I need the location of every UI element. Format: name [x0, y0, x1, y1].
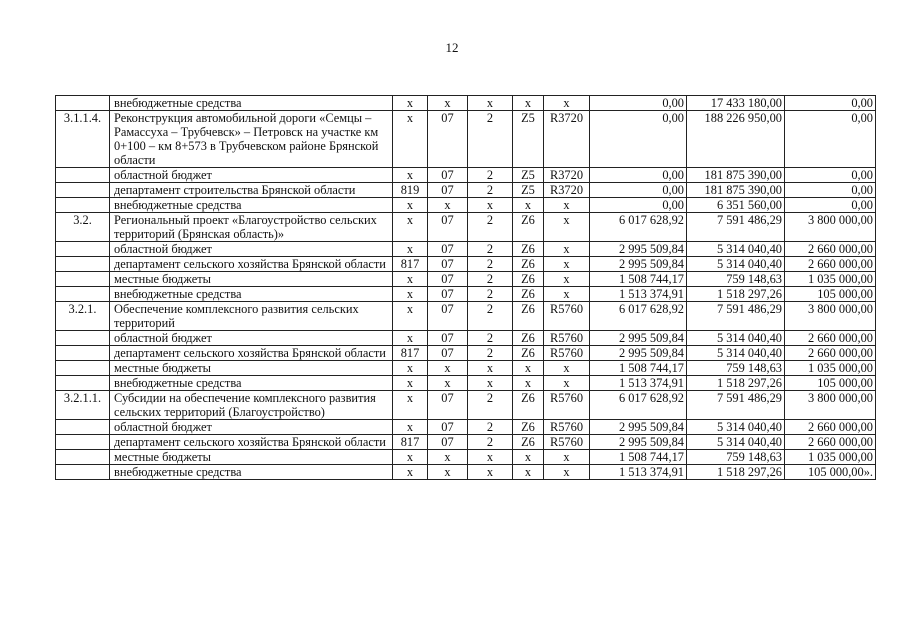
amount-year1-cell: 1 508 744,17	[590, 361, 687, 376]
amount-year3-cell: 0,00	[785, 168, 876, 183]
amount-year1-cell: 0,00	[590, 183, 687, 198]
project-code-cell: Z6	[513, 331, 544, 346]
amount-year1-cell: 6 017 628,92	[590, 302, 687, 331]
name-cell: внебюджетные средства	[110, 465, 393, 480]
project-code-cell: x	[513, 361, 544, 376]
code-cell	[56, 287, 110, 302]
amount-year2-cell: 7 591 486,29	[687, 391, 785, 420]
amount-year1-cell: 1 508 744,17	[590, 450, 687, 465]
project-code-cell: Z6	[513, 213, 544, 242]
table-row	[56, 111, 876, 168]
amount-year2-cell: 5 314 040,40	[687, 435, 785, 450]
program-code-cell: 2	[468, 168, 513, 183]
ministry-code-cell: x	[393, 331, 428, 346]
ministry-code-cell: x	[393, 302, 428, 331]
direction-code-cell: x	[544, 272, 590, 287]
amount-year2-cell: 759 148,63	[687, 450, 785, 465]
amount-year1-cell: 2 995 509,84	[590, 420, 687, 435]
direction-code-cell: x	[544, 361, 590, 376]
amount-year1-cell: 6 017 628,92	[590, 391, 687, 420]
section-code-cell: 07	[428, 302, 468, 331]
project-code-cell: Z6	[513, 272, 544, 287]
table-row	[56, 168, 876, 183]
direction-code-cell: R5760	[544, 302, 590, 331]
direction-code-cell: x	[544, 450, 590, 465]
direction-code-cell: x	[544, 213, 590, 242]
table-row	[56, 361, 876, 376]
amount-year1-cell: 2 995 509,84	[590, 331, 687, 346]
table-row	[56, 272, 876, 287]
program-code-cell: 2	[468, 242, 513, 257]
section-code-cell: 07	[428, 272, 468, 287]
program-code-cell: 2	[468, 346, 513, 361]
project-code-cell: Z6	[513, 302, 544, 331]
section-code-cell: 07	[428, 111, 468, 168]
ministry-code-cell: x	[393, 376, 428, 391]
amount-year3-cell: 2 660 000,00	[785, 242, 876, 257]
section-code-cell: x	[428, 376, 468, 391]
code-cell: 3.1.1.4.	[56, 111, 110, 168]
code-cell	[56, 420, 110, 435]
budget-table	[55, 95, 876, 480]
project-code-cell: x	[513, 376, 544, 391]
amount-year2-cell: 5 314 040,40	[687, 257, 785, 272]
amount-year1-cell: 0,00	[590, 96, 687, 111]
ministry-code-cell: 817	[393, 257, 428, 272]
direction-code-cell: x	[544, 198, 590, 213]
name-cell: департамент строительства Брянской области	[110, 183, 393, 198]
ministry-code-cell: x	[393, 420, 428, 435]
ministry-code-cell: x	[393, 272, 428, 287]
table-row	[56, 198, 876, 213]
direction-code-cell: x	[544, 465, 590, 480]
amount-year1-cell: 0,00	[590, 168, 687, 183]
section-code-cell: 07	[428, 257, 468, 272]
direction-code-cell: R5760	[544, 346, 590, 361]
name-cell: областной бюджет	[110, 420, 393, 435]
amount-year2-cell: 6 351 560,00	[687, 198, 785, 213]
table-row	[56, 391, 876, 420]
code-cell	[56, 183, 110, 198]
amount-year1-cell: 6 017 628,92	[590, 213, 687, 242]
direction-code-cell: R3720	[544, 168, 590, 183]
ministry-code-cell: x	[393, 450, 428, 465]
code-cell	[56, 331, 110, 346]
section-code-cell: 07	[428, 168, 468, 183]
direction-code-cell: x	[544, 96, 590, 111]
ministry-code-cell: x	[393, 361, 428, 376]
program-code-cell: 2	[468, 302, 513, 331]
amount-year1-cell: 2 995 509,84	[590, 435, 687, 450]
direction-code-cell: R5760	[544, 331, 590, 346]
code-cell: 3.2.1.	[56, 302, 110, 331]
amount-year3-cell: 0,00	[785, 183, 876, 198]
amount-year3-cell: 0,00	[785, 198, 876, 213]
amount-year1-cell: 1 513 374,91	[590, 465, 687, 480]
amount-year1-cell: 1 513 374,91	[590, 287, 687, 302]
amount-year1-cell: 1 508 744,17	[590, 272, 687, 287]
code-cell: 3.2.1.1.	[56, 391, 110, 420]
name-cell: местные бюджеты	[110, 450, 393, 465]
section-code-cell: x	[428, 450, 468, 465]
amount-year2-cell: 5 314 040,40	[687, 331, 785, 346]
project-code-cell: Z6	[513, 257, 544, 272]
code-cell	[56, 361, 110, 376]
amount-year1-cell: 0,00	[590, 111, 687, 168]
amount-year3-cell: 105 000,00».	[785, 465, 876, 480]
table-row	[56, 96, 876, 111]
amount-year2-cell: 1 518 297,26	[687, 465, 785, 480]
amount-year3-cell: 105 000,00	[785, 376, 876, 391]
amount-year2-cell: 17 433 180,00	[687, 96, 785, 111]
program-code-cell: 2	[468, 287, 513, 302]
program-code-cell: x	[468, 465, 513, 480]
ministry-code-cell: x	[393, 111, 428, 168]
project-code-cell: x	[513, 450, 544, 465]
section-code-cell: 07	[428, 213, 468, 242]
name-cell: внебюджетные средства	[110, 198, 393, 213]
name-cell: Региональный проект «Благоустройство сельских территорий (Брянская область)»	[110, 213, 393, 242]
amount-year3-cell: 2 660 000,00	[785, 257, 876, 272]
project-code-cell: x	[513, 465, 544, 480]
amount-year2-cell: 5 314 040,40	[687, 346, 785, 361]
amount-year2-cell: 5 314 040,40	[687, 420, 785, 435]
section-code-cell: 07	[428, 435, 468, 450]
code-cell	[56, 272, 110, 287]
ministry-code-cell: x	[393, 168, 428, 183]
amount-year2-cell: 181 875 390,00	[687, 168, 785, 183]
table-row	[56, 183, 876, 198]
table-row	[56, 287, 876, 302]
program-code-cell: x	[468, 361, 513, 376]
code-cell	[56, 450, 110, 465]
amount-year2-cell: 7 591 486,29	[687, 302, 785, 331]
amount-year1-cell: 2 995 509,84	[590, 257, 687, 272]
ministry-code-cell: x	[393, 198, 428, 213]
program-code-cell: 2	[468, 391, 513, 420]
name-cell: областной бюджет	[110, 168, 393, 183]
section-code-cell: 07	[428, 331, 468, 346]
code-cell	[56, 435, 110, 450]
section-code-cell: 07	[428, 420, 468, 435]
program-code-cell: x	[468, 376, 513, 391]
code-cell	[56, 242, 110, 257]
name-cell: Субсидии на обеспечение комплексного развития сельских территорий (Благоустройство)	[110, 391, 393, 420]
name-cell: департамент сельского хозяйства Брянской области	[110, 435, 393, 450]
table-row	[56, 302, 876, 331]
section-code-cell: x	[428, 361, 468, 376]
name-cell: местные бюджеты	[110, 361, 393, 376]
code-cell	[56, 465, 110, 480]
name-cell: Реконструкция автомобильной дороги «Семцы – Рамассуха – Трубчевск» – Петровск на участке км 0+100 – км 8+573 в Трубчевском районе Брянской области	[110, 111, 393, 168]
direction-code-cell: R5760	[544, 435, 590, 450]
name-cell: внебюджетные средства	[110, 96, 393, 111]
project-code-cell: Z5	[513, 111, 544, 168]
direction-code-cell: x	[544, 287, 590, 302]
ministry-code-cell: x	[393, 213, 428, 242]
program-code-cell: 2	[468, 420, 513, 435]
code-cell	[56, 257, 110, 272]
table-row	[56, 465, 876, 480]
program-code-cell: x	[468, 450, 513, 465]
name-cell: департамент сельского хозяйства Брянской области	[110, 257, 393, 272]
direction-code-cell: R5760	[544, 420, 590, 435]
program-code-cell: 2	[468, 183, 513, 198]
amount-year3-cell: 1 035 000,00	[785, 361, 876, 376]
project-code-cell: Z5	[513, 183, 544, 198]
name-cell: местные бюджеты	[110, 272, 393, 287]
table-row	[56, 331, 876, 346]
program-code-cell: 2	[468, 257, 513, 272]
amount-year3-cell: 105 000,00	[785, 287, 876, 302]
amount-year2-cell: 5 314 040,40	[687, 242, 785, 257]
ministry-code-cell: 817	[393, 435, 428, 450]
code-cell	[56, 376, 110, 391]
name-cell: департамент сельского хозяйства Брянской области	[110, 346, 393, 361]
amount-year3-cell: 2 660 000,00	[785, 420, 876, 435]
code-cell	[56, 198, 110, 213]
table-row	[56, 346, 876, 361]
amount-year2-cell: 1 518 297,26	[687, 287, 785, 302]
name-cell: областной бюджет	[110, 242, 393, 257]
amount-year3-cell: 3 800 000,00	[785, 391, 876, 420]
table-row	[56, 242, 876, 257]
code-cell	[56, 96, 110, 111]
ministry-code-cell: 817	[393, 346, 428, 361]
amount-year2-cell: 181 875 390,00	[687, 183, 785, 198]
amount-year3-cell: 0,00	[785, 96, 876, 111]
program-code-cell: 2	[468, 272, 513, 287]
page-number: 12	[445, 40, 459, 55]
program-code-cell: 2	[468, 331, 513, 346]
ministry-code-cell: x	[393, 391, 428, 420]
direction-code-cell: R3720	[544, 183, 590, 198]
amount-year2-cell: 188 226 950,00	[687, 111, 785, 168]
amount-year2-cell: 759 148,63	[687, 272, 785, 287]
section-code-cell: 07	[428, 183, 468, 198]
ministry-code-cell: x	[393, 465, 428, 480]
amount-year3-cell: 2 660 000,00	[785, 346, 876, 361]
direction-code-cell: R5760	[544, 391, 590, 420]
direction-code-cell: x	[544, 376, 590, 391]
program-code-cell: 2	[468, 213, 513, 242]
code-cell: 3.2.	[56, 213, 110, 242]
table-row	[56, 435, 876, 450]
section-code-cell: 07	[428, 287, 468, 302]
project-code-cell: Z5	[513, 168, 544, 183]
project-code-cell: Z6	[513, 391, 544, 420]
project-code-cell: Z6	[513, 435, 544, 450]
project-code-cell: Z6	[513, 346, 544, 361]
section-code-cell: 07	[428, 391, 468, 420]
table-body	[56, 96, 876, 480]
name-cell: внебюджетные средства	[110, 376, 393, 391]
section-code-cell: 07	[428, 346, 468, 361]
section-code-cell: 07	[428, 242, 468, 257]
amount-year1-cell: 2 995 509,84	[590, 346, 687, 361]
name-cell: областной бюджет	[110, 331, 393, 346]
table-row	[56, 450, 876, 465]
amount-year3-cell: 2 660 000,00	[785, 331, 876, 346]
project-code-cell: Z6	[513, 242, 544, 257]
direction-code-cell: x	[544, 242, 590, 257]
code-cell	[56, 168, 110, 183]
amount-year3-cell: 3 800 000,00	[785, 302, 876, 331]
amount-year1-cell: 0,00	[590, 198, 687, 213]
section-code-cell: x	[428, 198, 468, 213]
table-row	[56, 257, 876, 272]
section-code-cell: x	[428, 465, 468, 480]
amount-year2-cell: 1 518 297,26	[687, 376, 785, 391]
ministry-code-cell: 819	[393, 183, 428, 198]
amount-year3-cell: 0,00	[785, 111, 876, 168]
amount-year2-cell: 7 591 486,29	[687, 213, 785, 242]
program-code-cell: x	[468, 96, 513, 111]
project-code-cell: Z6	[513, 420, 544, 435]
program-code-cell: x	[468, 198, 513, 213]
amount-year3-cell: 1 035 000,00	[785, 450, 876, 465]
project-code-cell: x	[513, 198, 544, 213]
amount-year1-cell: 2 995 509,84	[590, 242, 687, 257]
name-cell: внебюджетные средства	[110, 287, 393, 302]
amount-year3-cell: 3 800 000,00	[785, 213, 876, 242]
table-row	[56, 213, 876, 242]
section-code-cell: x	[428, 96, 468, 111]
program-code-cell: 2	[468, 111, 513, 168]
amount-year3-cell: 2 660 000,00	[785, 435, 876, 450]
table-row	[56, 376, 876, 391]
project-code-cell: Z6	[513, 287, 544, 302]
amount-year3-cell: 1 035 000,00	[785, 272, 876, 287]
name-cell: Обеспечение комплексного развития сельских территорий	[110, 302, 393, 331]
ministry-code-cell: x	[393, 96, 428, 111]
ministry-code-cell: x	[393, 242, 428, 257]
direction-code-cell: x	[544, 257, 590, 272]
table-row	[56, 420, 876, 435]
amount-year2-cell: 759 148,63	[687, 361, 785, 376]
project-code-cell: x	[513, 96, 544, 111]
code-cell	[56, 346, 110, 361]
ministry-code-cell: x	[393, 287, 428, 302]
direction-code-cell: R3720	[544, 111, 590, 168]
program-code-cell: 2	[468, 435, 513, 450]
amount-year1-cell: 1 513 374,91	[590, 376, 687, 391]
